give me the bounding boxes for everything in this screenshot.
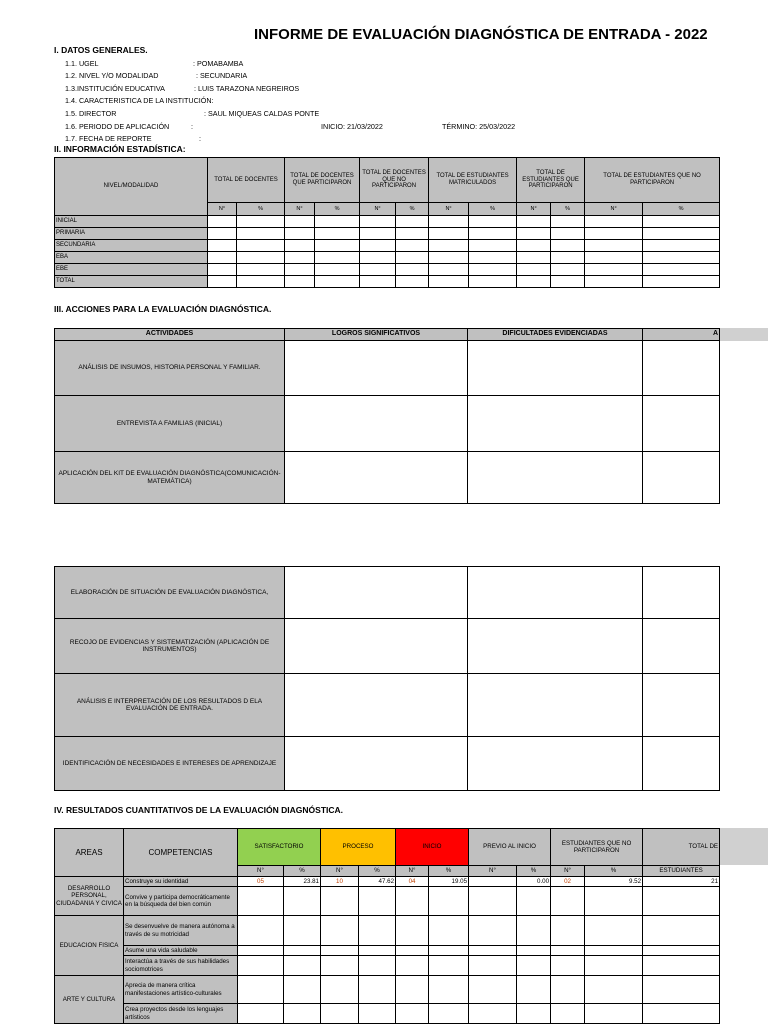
actions-table-top: [54, 328, 720, 504]
results-sub-n: N°: [396, 866, 429, 877]
results-competencia: Aprecia de manera crítica manifestaciones artístico-culturales: [124, 976, 238, 1004]
actions-activity: IDENTIFICACIÓN DE NECESIDADES E INTERESES DE APRENDIZAJE: [55, 737, 285, 791]
stats-sub-pct: %: [237, 203, 285, 216]
results-sub-pct: %: [517, 866, 551, 877]
results-row: [55, 956, 720, 976]
results-np-n: 02: [551, 877, 585, 887]
actions-row: [55, 341, 720, 396]
general-label-ugel: 1.1. UGEL: [65, 59, 99, 68]
stats-sub-n: N°: [208, 203, 237, 216]
actions-activity: ANÁLISIS DE INSUMOS, HISTORIA PERSONAL Y FAMILIAR.: [55, 341, 285, 396]
stats-header-docentes-participaron: TOTAL DE DOCENTES QUE PARTICIPARON: [285, 158, 360, 203]
actions-activity: ENTREVISTA A FAMILIAS (INICIAL): [55, 396, 285, 452]
actions-header-truncated: A: [643, 329, 720, 341]
stats-row: [55, 264, 720, 276]
stats-sub-pct: %: [396, 203, 429, 216]
stats-sub-pct: %: [315, 203, 360, 216]
stats-heading: II. INFORMACIÓN ESTADÍSTICA:: [54, 144, 186, 154]
results-sat-pct: 23.81: [284, 877, 321, 887]
results-sub-n: N°: [551, 866, 585, 877]
stats-header-estudiantes-participaron: TOTAL DE ESTUDIANTES QUE PARTICIPARON: [517, 158, 585, 203]
results-np-pct: 9.52: [585, 877, 643, 887]
results-sub-pct: %: [359, 866, 396, 877]
general-value-director: : SAUL MIQUEAS CALDAS PONTE: [204, 109, 320, 118]
results-area: ARTE Y CULTURA: [55, 976, 124, 1024]
results-heading: IV. RESULTADOS CUANTITATIVOS DE LA EVALUACIÓN DIAGNÓSTICA.: [54, 805, 344, 815]
general-label-periodo: 1.6. PERIODO DE APLICACIÓN: [65, 122, 170, 131]
results-area: DESARROLLO PERSONAL, CIUDADANIA Y CIVICA: [55, 877, 124, 916]
results-pro-pct: 47.62: [359, 877, 396, 887]
stats-row: [55, 228, 720, 240]
results-sub-students: ESTUDIANTES: [643, 866, 720, 877]
results-row: [55, 916, 720, 946]
results-competencia: Construye su identidad: [124, 877, 238, 887]
results-ini-pct: 19.05: [429, 877, 469, 887]
results-competencia: Convive y participa democráticamente en la búsqueda del bien común: [124, 887, 238, 916]
actions-table-bottom: [54, 566, 720, 791]
actions-activity: ANÁLISIS E INTERPRETACIÓN DE LOS RESULTADOS D ELA EVALUACIÓN DE ENTRADA.: [55, 674, 285, 737]
results-area: EDUCACION FISICA: [55, 916, 124, 976]
results-sub-n: N°: [321, 866, 359, 877]
stats-row-label: SECUNDARIA: [55, 240, 208, 252]
general-heading: I. DATOS GENERALES.: [54, 45, 148, 55]
stats-row-label: EBE: [55, 264, 208, 276]
stats-sub-n: N°: [517, 203, 551, 216]
stats-row: [55, 240, 720, 252]
actions-activity: RECOJO DE EVIDENCIAS Y SISTEMATIZACIÓN (APLICACIÓN DE INSTRUMENTOS): [55, 619, 285, 674]
results-competencia: Crea proyectos desde los lenguajes artísticos: [124, 1004, 238, 1024]
stats-row-label: PRIMARIA: [55, 228, 208, 240]
actions-row: [55, 452, 720, 504]
stats-sub-n: N°: [360, 203, 396, 216]
results-header-inicio: INICIO: [396, 829, 469, 866]
results-sub-n: N°: [469, 866, 517, 877]
results-row: [55, 1004, 720, 1024]
actions-header-activities: ACTIVIDADES: [55, 329, 285, 341]
stats-header-estudiantes-matriculados: TOTAL DE ESTUDIANTES MATRICULADOS: [429, 158, 517, 203]
general-termino: TÉRMINO: 25/03/2022: [442, 122, 516, 131]
general-inicio: INICIO: 21/03/2022: [321, 122, 383, 131]
actions-row: [55, 396, 720, 452]
page-title: INFORME DE EVALUACIÓN DIAGNÓSTICA DE ENTRADA - 2022: [254, 26, 708, 43]
stats-header-estudiantes-no-participaron: TOTAL DE ESTUDIANTES QUE NO PARTICIPARON: [585, 158, 720, 203]
results-header-previo: PREVIO AL INICIO: [469, 829, 551, 866]
general-label-fecha: 1.7. FECHA DE REPORTE: [65, 134, 152, 143]
stats-table: [54, 157, 720, 288]
stats-row: [55, 276, 720, 288]
actions-row: [55, 619, 720, 674]
results-competencia: Interactúa a través de sus habilidades sociomotrices: [124, 956, 238, 976]
general-label-nivel: 1.2. NIVEL Y/O MODALIDAD: [65, 71, 159, 80]
general-value-nivel: : SECUNDARIA: [196, 71, 248, 80]
results-header-total: TOTAL DE: [643, 829, 720, 866]
stats-sub-n: N°: [429, 203, 469, 216]
stats-row-label: TOTAL: [55, 276, 208, 288]
stats-row: [55, 252, 720, 264]
results-table: [54, 828, 720, 1024]
results-row: [55, 976, 720, 1004]
results-sub-pct: %: [429, 866, 469, 877]
offpage-header-strip: [719, 328, 768, 341]
stats-sub-pct: %: [551, 203, 585, 216]
general-value-fecha: :: [199, 134, 201, 143]
results-competencia: Se desenvuelve de manera autónoma a través de su motricidad: [124, 916, 238, 946]
results-header-competencias: COMPETENCIAS: [124, 829, 238, 877]
results-row: [55, 887, 720, 916]
results-row: [55, 946, 720, 956]
general-label-caracteristica: 1.4. CARACTERISTICA DE LA INSTITUCIÓN:: [65, 96, 214, 105]
stats-row-label: EBA: [55, 252, 208, 264]
results-prev-pct: 0.00: [517, 877, 551, 887]
stats-row-label: INICIAL: [55, 216, 208, 228]
stats-sub-n: N°: [285, 203, 315, 216]
stats-header-docentes-no-participaron: TOTAL DE DOCENTES QUE NO PARTICIPARON: [360, 158, 429, 203]
actions-row: [55, 674, 720, 737]
stats-header-level: NIVEL/MODALIDAD: [55, 158, 208, 216]
general-label-ie: 1.3.INSTITUCIÓN EDUCATIVA: [65, 84, 165, 93]
general-value-ugel: : POMABAMBA: [193, 59, 244, 68]
results-sub-pct: %: [284, 866, 321, 877]
results-pro-n: 10: [321, 877, 359, 887]
results-sub-pct: %: [585, 866, 643, 877]
results-header-satisfactorio: SATISFACTORIO: [238, 829, 321, 866]
actions-activity: ELABORACIÓN DE SITUACIÓN DE EVALUACIÓN DIAGNÓSTICA,: [55, 567, 285, 619]
offpage-header-strip: [719, 828, 768, 865]
actions-heading: III. ACCIONES PARA LA EVALUACIÓN DIAGNÓSTICA.: [54, 304, 272, 314]
results-header-areas: AREAS: [55, 829, 124, 877]
stats-sub-pct: %: [469, 203, 517, 216]
results-sub-n: N°: [238, 866, 284, 877]
results-sat-n: 05: [238, 877, 284, 887]
general-value-periodo: :: [191, 122, 193, 131]
general-label-director: 1.5. DIRECTOR: [65, 109, 117, 118]
results-ini-n: 04: [396, 877, 429, 887]
results-header-no-participaron: ESTUDIANTES QUE NO PARTICIPARON: [551, 829, 643, 866]
actions-activity: APLICACIÓN DEL KIT DE EVALUACIÓN DIAGNÓSTICA(COMUNICACIÓN- MATEMÁTICA): [55, 452, 285, 504]
results-total: 21: [643, 877, 720, 887]
results-competencia: Asume una vida saludable: [124, 946, 238, 956]
stats-header-total-docentes: TOTAL DE DOCENTES: [208, 158, 285, 203]
results-header-proceso: PROCESO: [321, 829, 396, 866]
actions-row: [55, 737, 720, 791]
general-value-ie: : LUIS TARAZONA NEGREIROS: [194, 84, 300, 93]
results-row: [55, 877, 720, 887]
stats-sub-n: N°: [585, 203, 643, 216]
stats-row: [55, 216, 720, 228]
actions-header-difficulties: DIFICULTADES EVIDENCIADAS: [468, 329, 643, 341]
stats-sub-pct: %: [643, 203, 720, 216]
actions-row: [55, 567, 720, 619]
actions-header-achievements: LOGROS SIGNIFICATIVOS: [285, 329, 468, 341]
